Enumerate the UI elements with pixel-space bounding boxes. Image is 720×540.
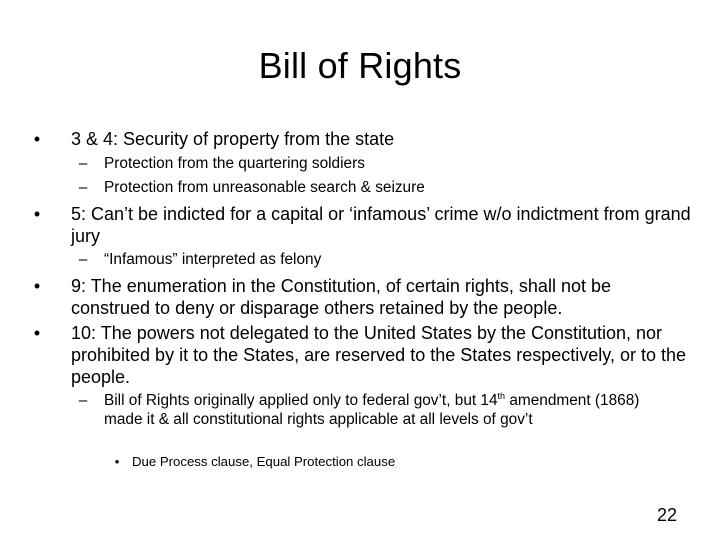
sub-item-14th-amendment (78, 391, 674, 429)
bullet-item-10 (33, 322, 691, 388)
sub-item-text: Protection from the quartering soldiers (104, 155, 365, 172)
sub-item-text-start: Bill of Rights originally applied only to federal gov’t, but 14 (104, 392, 498, 409)
sub-item-text: Protection from unreasonable search & seizure (104, 179, 425, 196)
sub-sub-item-clauses (114, 453, 672, 470)
dash-marker: – (78, 155, 88, 172)
bullet-text: 5: Can’t be indicted for a capital or ‘infamous’ crime w/o indictment from grand jury (71, 204, 691, 246)
bullet-text: 3 & 4: Security of property from the state (71, 129, 395, 149)
bullet-item-5 (33, 203, 691, 247)
bullet-marker: • (33, 129, 41, 149)
sub-item-text: “Infamous” interpreted as felony (104, 251, 322, 268)
bullet-marker: • (33, 204, 41, 224)
bullet-item-9 (33, 275, 691, 319)
dash-marker: – (78, 179, 88, 196)
slide-title: Bill of Rights (258, 45, 462, 86)
sub-item-infamous (78, 250, 674, 269)
sub-item-text-end: amendment (1868) made it & all constitutional rights applicable at all levels of gov’t (104, 392, 640, 428)
page-number: 22 (656, 505, 677, 525)
sub-item-quartering (78, 154, 674, 173)
bullet-marker: • (114, 454, 120, 469)
sub-item-text (104, 391, 674, 429)
ordinal-superscript: th (497, 391, 506, 401)
bullet-marker: • (33, 276, 41, 296)
bullet-text: 9: The enumeration in the Constitution, of certain rights, shall not be construed to deny or disparage others retained by the people. (71, 276, 611, 318)
sub-item-search-seizure (78, 178, 674, 197)
dash-marker: – (78, 251, 88, 268)
bullet-text: 10: The powers not delegated to the United States by the Constitution, nor prohibited by it to the States, are reserved to the States respectively, or to the people. (71, 323, 686, 387)
dash-marker: – (78, 392, 88, 409)
sub-sub-item-text: Due Process clause, Equal Protection clause (132, 454, 396, 469)
bullet-marker: • (33, 323, 41, 343)
bullet-item-3-4 (33, 128, 691, 150)
